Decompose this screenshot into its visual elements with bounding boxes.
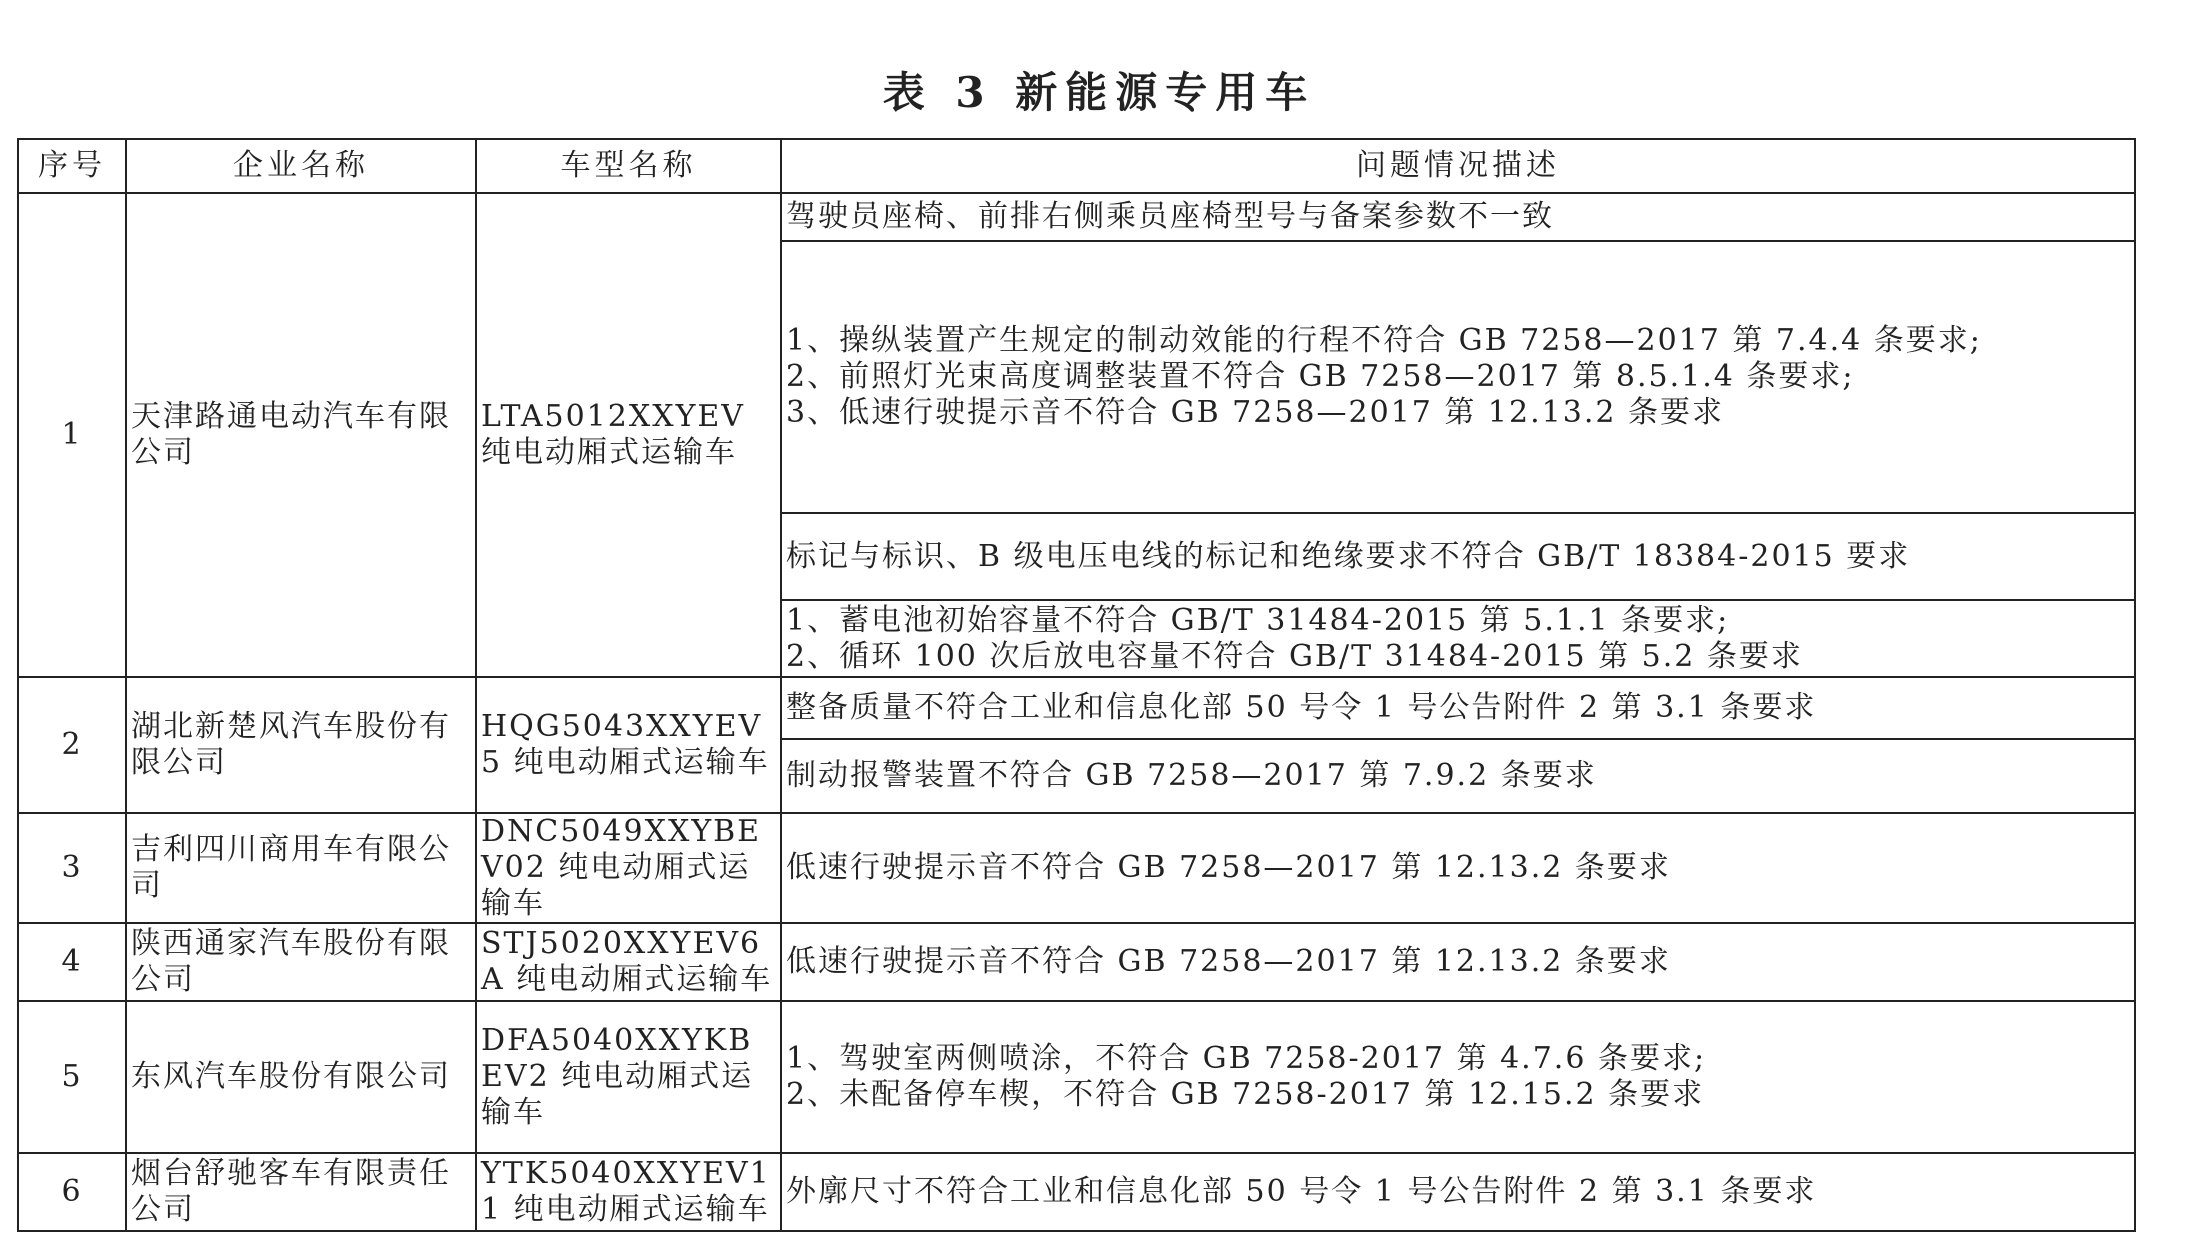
problem-cell: [781, 923, 2135, 1001]
problem-line: 低速行驶提示音不符合 GB 7258—2017 第 12.13.2 条要求: [786, 944, 1671, 979]
table-row: [18, 1001, 2135, 1153]
table-row: [18, 193, 2135, 241]
seq-cell: 6: [18, 1153, 126, 1231]
company-cell: 东风汽车股份有限公司: [126, 1001, 476, 1153]
model-cell: HQG5043XXYEV5 纯电动厢式运输车: [476, 677, 781, 813]
problem-line: 2、前照灯光束高度调整装置不符合 GB 7258—2017 第 8.5.1.4 条要求;: [786, 359, 1855, 394]
problem-line: 制动报警装置不符合 GB 7258—2017 第 7.9.2 条要求: [786, 758, 1597, 793]
seq-cell: 3: [18, 813, 126, 923]
problem-cell: [781, 1153, 2135, 1231]
seq-cell: 4: [18, 923, 126, 1001]
header-row: [18, 139, 2135, 193]
problem-line: 1、操纵装置产生规定的制动效能的行程不符合 GB 7258—2017 第 7.4.4 条要求;: [786, 323, 1982, 358]
company-cell: 陕西通家汽车股份有限公司: [126, 923, 476, 1001]
problem-line: 3、低速行驶提示音不符合 GB 7258—2017 第 12.13.2 条要求: [786, 395, 1724, 430]
company-cell: 湖北新楚风汽车股份有限公司: [126, 677, 476, 813]
model-cell: DFA5040XXYKBEV2 纯电动厢式运输车: [476, 1001, 781, 1153]
table-row: [18, 813, 2135, 923]
problem-line: 1、蓄电池初始容量不符合 GB/T 31484-2015 第 5.1.1 条要求;: [786, 602, 1730, 638]
table-row: [18, 1153, 2135, 1231]
problem-line: 驾驶员座椅、前排右侧乘员座椅型号与备案参数不一致: [786, 199, 1554, 234]
problem-line: 外廓尺寸不符合工业和信息化部 50 号令 1 号公告附件 2 第 3.1 条要求: [786, 1174, 1817, 1209]
problem-line: 整备质量不符合工业和信息化部 50 号令 1 号公告附件 2 第 3.1 条要求: [786, 690, 1817, 725]
problem-line: 标记与标识、B 级电压电线的标记和绝缘要求不符合 GB/T 18384-2015 要求: [786, 538, 1911, 574]
problem-cell: [781, 1001, 2135, 1153]
table-title: 表 3 新能源专用车: [882, 68, 1316, 117]
model-cell: LTA5012XXYEV 纯电动厢式运输车: [476, 193, 781, 677]
model-cell: DNC5049XXYBEV02 纯电动厢式运输车: [476, 813, 781, 923]
problem-cell: [781, 739, 2135, 813]
header-seq: 序号: [18, 139, 126, 193]
problem-line: 2、未配备停车楔，不符合 GB 7258-2017 第 12.15.2 条要求: [786, 1077, 1705, 1112]
problem-line: 低速行驶提示音不符合 GB 7258—2017 第 12.13.2 条要求: [786, 850, 1671, 885]
model-cell: STJ5020XXYEV6A 纯电动厢式运输车: [476, 923, 781, 1001]
seq-cell: 2: [18, 677, 126, 813]
problem-line: 2、循环 100 次后放电容量不符合 GB/T 31484-2015 第 5.2 条要求: [786, 638, 1803, 674]
seq-cell: 1: [18, 193, 126, 677]
problem-cell: [781, 241, 2135, 513]
header-problem: 问题情况描述: [781, 139, 2135, 193]
header-model: 车型名称: [476, 139, 781, 193]
problem-cell: [781, 600, 2135, 677]
vehicle-problem-table: [17, 138, 2136, 1232]
model-cell: YTK5040XXYEV11 纯电动厢式运输车: [476, 1153, 781, 1231]
problem-cell: [781, 813, 2135, 923]
problem-cell: [781, 193, 2135, 241]
table-row: [18, 677, 2135, 739]
company-cell: 天津路通电动汽车有限公司: [126, 193, 476, 677]
header-company: 企业名称: [126, 139, 476, 193]
problem-cell: [781, 513, 2135, 600]
company-cell: 烟台舒驰客车有限责任公司: [126, 1153, 476, 1231]
seq-cell: 5: [18, 1001, 126, 1153]
problem-line: 1、驾驶室两侧喷涂，不符合 GB 7258-2017 第 4.7.6 条要求;: [786, 1041, 1707, 1076]
table-row: [18, 923, 2135, 1001]
problem-cell: [781, 677, 2135, 739]
company-cell: 吉利四川商用车有限公司: [126, 813, 476, 923]
